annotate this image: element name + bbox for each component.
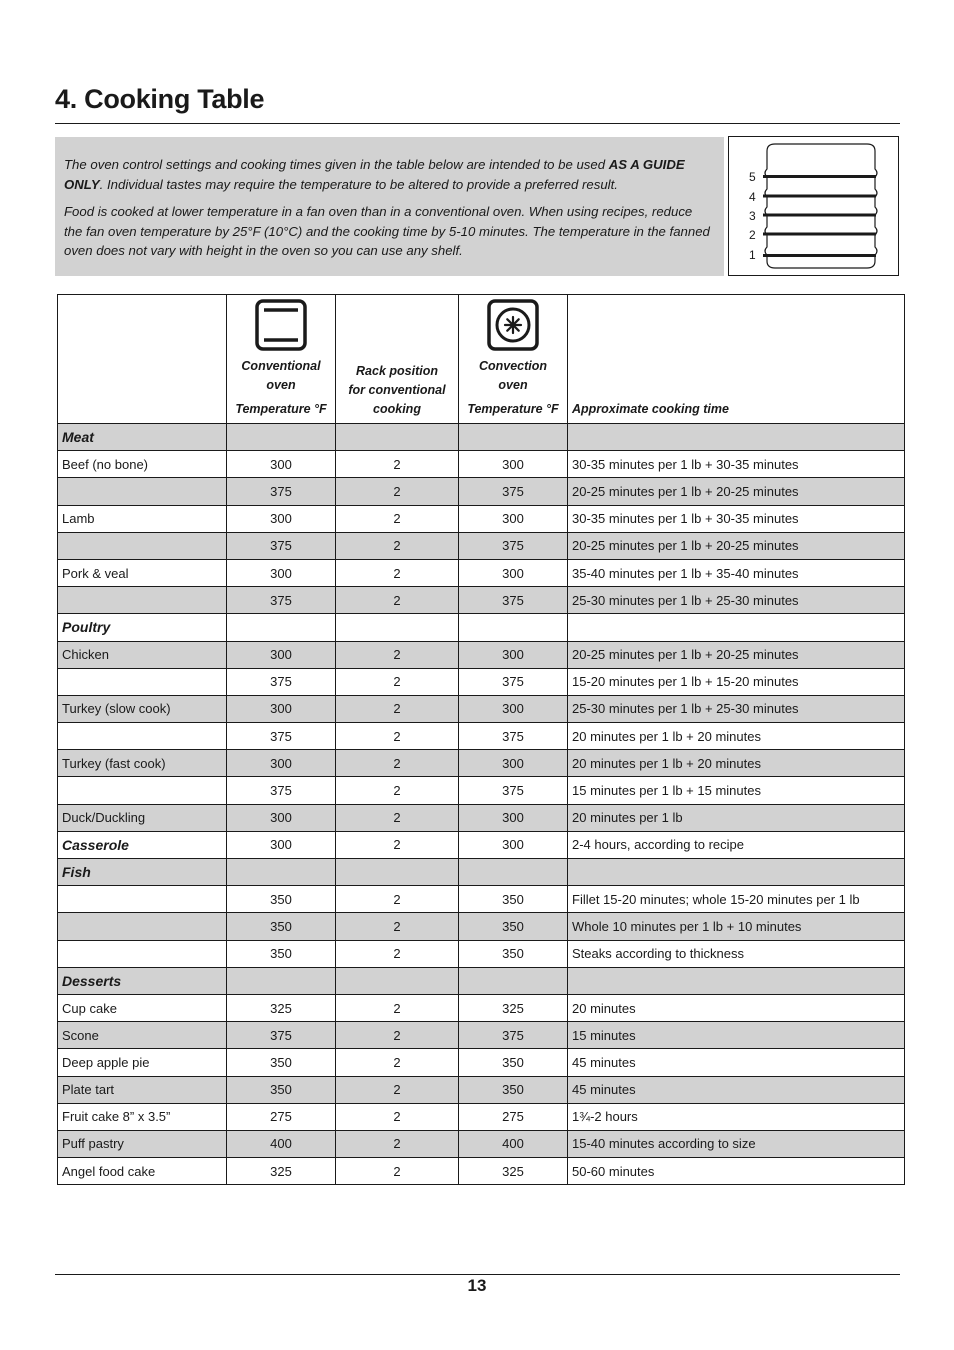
category-cell: Meat — [58, 424, 227, 451]
table-row — [58, 451, 905, 478]
rack-position-cell: 2 — [336, 777, 459, 804]
rack-position-cell — [336, 424, 459, 451]
table-row — [58, 695, 905, 722]
rack-position-cell: 2 — [336, 1130, 459, 1157]
shelf-label-5: 5 — [749, 170, 756, 184]
food-cell — [58, 668, 227, 695]
category-row — [58, 831, 905, 858]
convection-temp-cell: 375 — [459, 777, 568, 804]
table-row — [58, 804, 905, 831]
shelf-label-3: 3 — [749, 209, 756, 223]
food-cell: Deep apple pie — [58, 1049, 227, 1076]
convection-temp-cell — [459, 967, 568, 994]
conventional-temp-cell: 375 — [227, 777, 336, 804]
convection-temp-cell: 375 — [459, 723, 568, 750]
intro-paragraph-guide: The oven control settings and cooking times given in the table below are intended to be used AS A GUIDE ONLY. Individual tastes may require the temperature to be altered to provide a preferred result. — [64, 157, 685, 192]
table-row — [58, 1049, 905, 1076]
conventional-column-header: Conventional oven Temperature °F — [227, 295, 336, 424]
food-cell: Puff pastry — [58, 1130, 227, 1157]
cooking-time-cell — [568, 967, 905, 994]
fan-oven-icon — [487, 299, 539, 351]
table-row — [58, 1158, 905, 1185]
conventional-temp-cell: 350 — [227, 1049, 336, 1076]
cooking-time-cell: 1¾-2 hours — [568, 1103, 905, 1130]
rack-position-cell — [336, 614, 459, 641]
category-row — [58, 859, 905, 886]
conventional-temp-cell: 400 — [227, 1130, 336, 1157]
convection-temp-cell: 300 — [459, 695, 568, 722]
category-cell: Fish — [58, 859, 227, 886]
rack-position-cell: 2 — [336, 559, 459, 586]
conventional-temp-cell: 325 — [227, 994, 336, 1021]
rack-position-cell: 2 — [336, 940, 459, 967]
conventional-temp-cell — [227, 614, 336, 641]
cooking-time-cell: 15 minutes per 1 lb + 15 minutes — [568, 777, 905, 804]
conventional-temp-cell: 300 — [227, 831, 336, 858]
page-title: 4. Cooking Table — [55, 84, 265, 114]
food-column-header — [58, 295, 227, 424]
category-cell: Poultry — [58, 614, 227, 641]
cooking-time-cell: 45 minutes — [568, 1049, 905, 1076]
convection-temp-cell: 375 — [459, 532, 568, 559]
table-row — [58, 478, 905, 505]
conventional-temp-cell: 300 — [227, 750, 336, 777]
conventional-temp-cell: 375 — [227, 723, 336, 750]
rack-position-cell: 2 — [336, 1076, 459, 1103]
conventional-temp-cell — [227, 859, 336, 886]
food-cell: Lamb — [58, 505, 227, 532]
rack-position-cell: 2 — [336, 1049, 459, 1076]
cooking-time-cell: 20 minutes per 1 lb + 20 minutes — [568, 723, 905, 750]
rack-position-cell: 2 — [336, 994, 459, 1021]
rack-position-cell: 2 — [336, 478, 459, 505]
cooking-time-cell: 2-4 hours, according to recipe — [568, 831, 905, 858]
rack-position-cell: 2 — [336, 641, 459, 668]
table-row — [58, 777, 905, 804]
food-cell: Turkey (slow cook) — [58, 695, 227, 722]
shelf-label-4: 4 — [749, 190, 756, 204]
conventional-temp-cell: 350 — [227, 940, 336, 967]
convection-temp-cell: 350 — [459, 1049, 568, 1076]
food-cell: Duck/Duckling — [58, 804, 227, 831]
rack-position-diagram — [728, 136, 899, 276]
category-row — [58, 967, 905, 994]
category-cell: Casserole — [58, 831, 227, 858]
intro-paragraph-fan: Food is cooked at lower temperature in a fan oven than in a conventional oven. When using recipes, reduce the fan oven temperature by 25°F (10°C) and the cooking time by 5-10 minutes. The temperature in the fanned oven does not vary with height in the oven so you can use any shelf. — [64, 204, 710, 258]
food-cell — [58, 913, 227, 940]
conventional-temp-cell: 300 — [227, 451, 336, 478]
convection-temp-cell: 300 — [459, 559, 568, 586]
cooking-time-cell: 20-25 minutes per 1 lb + 20-25 minutes — [568, 641, 905, 668]
conventional-temp-cell: 300 — [227, 505, 336, 532]
convection-temp-cell: 300 — [459, 641, 568, 668]
shelf-label-1: 1 — [749, 248, 756, 262]
cooking-time-cell: 35-40 minutes per 1 lb + 35-40 minutes — [568, 559, 905, 586]
conventional-oven-icon — [255, 299, 307, 351]
conventional-temp-cell: 300 — [227, 641, 336, 668]
convection-temp-cell: 300 — [459, 505, 568, 532]
table-row — [58, 1076, 905, 1103]
table-row — [58, 587, 905, 614]
footer-divider — [55, 1274, 900, 1275]
rack-position-cell: 2 — [336, 505, 459, 532]
convection-temp-cell: 300 — [459, 750, 568, 777]
rack-position-cell: 2 — [336, 587, 459, 614]
rack-position-cell: 2 — [336, 532, 459, 559]
rack-position-column-header: Rack position for conventional cooking — [336, 295, 459, 424]
rack-position-cell: 2 — [336, 1158, 459, 1185]
category-row — [58, 424, 905, 451]
food-cell — [58, 532, 227, 559]
food-cell: Chicken — [58, 641, 227, 668]
food-cell — [58, 777, 227, 804]
convection-temp-cell: 325 — [459, 994, 568, 1021]
rack-position-cell: 2 — [336, 804, 459, 831]
table-row — [58, 668, 905, 695]
cooking-time-cell: 20-25 minutes per 1 lb + 20-25 minutes — [568, 478, 905, 505]
conventional-temp-cell: 275 — [227, 1103, 336, 1130]
cooking-time-cell: 15 minutes — [568, 1022, 905, 1049]
cooking-table — [57, 294, 905, 1185]
rack-position-cell: 2 — [336, 1022, 459, 1049]
page-number: 13 — [467, 1276, 487, 1295]
cooking-time-cell: 50-60 minutes — [568, 1158, 905, 1185]
conventional-temp-cell: 375 — [227, 478, 336, 505]
cooking-time-cell: 15-20 minutes per 1 lb + 15-20 minutes — [568, 668, 905, 695]
cooking-time-cell — [568, 859, 905, 886]
table-row — [58, 532, 905, 559]
table-row — [58, 1130, 905, 1157]
table-row — [58, 1103, 905, 1130]
rack-position-cell: 2 — [336, 668, 459, 695]
rack-position-cell: 2 — [336, 451, 459, 478]
convection-temp-cell — [459, 859, 568, 886]
conventional-temp-cell: 375 — [227, 1022, 336, 1049]
table-row — [58, 994, 905, 1021]
food-cell — [58, 723, 227, 750]
rack-position-cell: 2 — [336, 831, 459, 858]
table-row — [58, 750, 905, 777]
cooking-time-cell — [568, 614, 905, 641]
conventional-temp-cell: 350 — [227, 886, 336, 913]
cooking-time-cell: Whole 10 minutes per 1 lb + 10 minutes — [568, 913, 905, 940]
convection-temp-cell: 300 — [459, 831, 568, 858]
table-row — [58, 559, 905, 586]
food-cell — [58, 940, 227, 967]
cooking-time-cell: 20-25 minutes per 1 lb + 20-25 minutes — [568, 532, 905, 559]
cooking-time-cell: 15-40 minutes according to size — [568, 1130, 905, 1157]
cooking-time-cell: 30-35 minutes per 1 lb + 30-35 minutes — [568, 505, 905, 532]
cooking-time-cell: 20 minutes — [568, 994, 905, 1021]
cooking-time-cell: Fillet 15-20 minutes; whole 15-20 minutes per 1 lb — [568, 886, 905, 913]
cooking-time-cell: 25-30 minutes per 1 lb + 25-30 minutes — [568, 695, 905, 722]
convection-temp-cell: 350 — [459, 1076, 568, 1103]
conventional-temp-cell — [227, 424, 336, 451]
oven-cavity-outline — [765, 144, 877, 268]
title-divider — [55, 123, 900, 124]
food-cell — [58, 478, 227, 505]
food-cell: Turkey (fast cook) — [58, 750, 227, 777]
cooking-time-cell: 45 minutes — [568, 1076, 905, 1103]
cooking-time-cell — [568, 424, 905, 451]
conventional-temp-cell: 325 — [227, 1158, 336, 1185]
shelf-label-2: 2 — [749, 228, 756, 242]
food-cell: Cup cake — [58, 994, 227, 1021]
cooking-time-column-header: Approximate cooking time — [568, 295, 905, 424]
convection-temp-cell: 375 — [459, 668, 568, 695]
category-cell: Desserts — [58, 967, 227, 994]
table-row — [58, 723, 905, 750]
food-cell: Plate tart — [58, 1076, 227, 1103]
convection-temp-cell: 300 — [459, 451, 568, 478]
food-cell — [58, 587, 227, 614]
conventional-temp-cell — [227, 967, 336, 994]
convection-temp-cell: 375 — [459, 587, 568, 614]
cooking-time-cell: 20 minutes per 1 lb + 20 minutes — [568, 750, 905, 777]
convection-column-header: Convection oven Temperature °F — [459, 295, 568, 424]
conventional-temp-cell: 375 — [227, 532, 336, 559]
convection-temp-cell: 375 — [459, 1022, 568, 1049]
rack-position-cell — [336, 859, 459, 886]
table-header-row — [58, 295, 905, 424]
convection-temp-cell: 300 — [459, 804, 568, 831]
guide-only-emphasis: AS A GUIDE ONLY — [64, 157, 685, 192]
cooking-time-cell: 30-35 minutes per 1 lb + 30-35 minutes — [568, 451, 905, 478]
category-row — [58, 614, 905, 641]
convection-temp-cell: 350 — [459, 886, 568, 913]
conventional-temp-cell: 300 — [227, 804, 336, 831]
rack-position-cell: 2 — [336, 1103, 459, 1130]
convection-temp-cell — [459, 614, 568, 641]
table-row — [58, 940, 905, 967]
table-row — [58, 505, 905, 532]
convection-temp-cell: 275 — [459, 1103, 568, 1130]
table-row — [58, 641, 905, 668]
cooking-time-cell: 20 minutes per 1 lb — [568, 804, 905, 831]
table-row — [58, 886, 905, 913]
food-cell: Pork & veal — [58, 559, 227, 586]
rack-position-cell: 2 — [336, 750, 459, 777]
rack-position-cell: 2 — [336, 913, 459, 940]
table-row — [58, 1022, 905, 1049]
rack-position-cell: 2 — [336, 723, 459, 750]
conventional-temp-cell: 350 — [227, 1076, 336, 1103]
conventional-temp-cell: 300 — [227, 695, 336, 722]
food-cell: Beef (no bone) — [58, 451, 227, 478]
conventional-temp-cell: 375 — [227, 587, 336, 614]
convection-temp-cell — [459, 424, 568, 451]
cooking-time-cell: Steaks according to thickness — [568, 940, 905, 967]
table-row — [58, 913, 905, 940]
cooking-time-cell: 25-30 minutes per 1 lb + 25-30 minutes — [568, 587, 905, 614]
food-cell: Scone — [58, 1022, 227, 1049]
intro-panel — [55, 137, 724, 276]
food-cell — [58, 886, 227, 913]
convection-temp-cell: 350 — [459, 940, 568, 967]
convection-temp-cell: 375 — [459, 478, 568, 505]
rack-position-cell — [336, 967, 459, 994]
rack-position-cell: 2 — [336, 886, 459, 913]
food-cell: Angel food cake — [58, 1158, 227, 1185]
convection-temp-cell: 400 — [459, 1130, 568, 1157]
conventional-temp-cell: 350 — [227, 913, 336, 940]
conventional-temp-cell: 300 — [227, 559, 336, 586]
rack-position-cell: 2 — [336, 695, 459, 722]
convection-temp-cell: 325 — [459, 1158, 568, 1185]
conventional-temp-cell: 375 — [227, 668, 336, 695]
food-cell: Fruit cake 8” x 3.5” — [58, 1103, 227, 1130]
convection-temp-cell: 350 — [459, 913, 568, 940]
